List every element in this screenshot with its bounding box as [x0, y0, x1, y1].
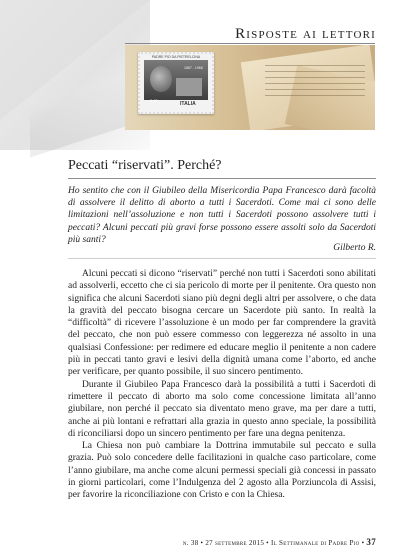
article-body: [68, 268, 376, 502]
body-paragraph: La Chiesa non può cambiare la Dottrina immutabile sul peccato e sulla grazia. Può solo concedere delle facilitazioni in qualche caso particolare, come l’anno giubilare, ma anche come alcuni permessi speciali già concessi in passato in giorni particolari, come l’Indulgenza del 2 agosto alla Porziuncola di Assisi, per favorire la riconciliazione con Cristo e con la Chiesa.: [68, 441, 376, 501]
page-footer: [68, 537, 376, 547]
letter-signature: Gilberto R.: [333, 243, 376, 253]
footer-magazine: Il Settimanale di Padre Pio: [270, 539, 360, 547]
stamp-value: 0,60: [150, 98, 158, 103]
section-title-rule: [125, 43, 375, 44]
portrait-image: [150, 66, 172, 92]
article-headline: Peccati “riservati”. Perché?: [68, 158, 222, 173]
section-title: Risposte ai lettori: [235, 26, 376, 42]
headline-rule: [68, 178, 376, 179]
footer-issue: n. 38 • 27 settembre 2015 •: [182, 539, 271, 547]
stamp-caption: PADRE PIO DA PIETRELCINA: [151, 55, 201, 59]
building-image: [176, 78, 202, 96]
stamp-years: 1887 - 1968: [184, 66, 203, 70]
stamp-image: [144, 60, 208, 103]
reader-letter: Ho sentito che con il Giubileo della Misericordia Papa Francesco darà facoltà di assolvere il delitto di aborto a tutti i Sacerdoti. Come mai ci sono delle limitazioni nell’assoluzione e non tutti i Sacerdoti possono assolvere tutti i peccati? Alcuni peccati più gravi forse possono essere assolti solo da Sacerdoti più santi?: [68, 186, 376, 245]
footer-separator: •: [359, 539, 367, 547]
handwriting-lines: [265, 65, 365, 66]
body-paragraph: Durante il Giubileo Papa Francesco darà la possibilità a tutti i Sacerdoti di rimettere il peccato di aborto ma solo come concessione limitata all’anno giubilare, non perché il peccato sia diventato meno grave, ma per dare a tutti, anche ai più lontani e refrattari alla grazia in questo anno speciale, la possibilità di riconciliarsi dopo un sincero pentimento per fare una degna penitenza.: [68, 379, 376, 439]
body-paragraph: Alcuni peccati si dicono “riservati” perché non tutti i Sacerdoti sono abilitati ad assolverli, eccetto che ci sia pericolo di morte per il penitente. Ora questo non significa che alcuni Sacerdoti siano più degni degli altri per assolvere, o che data la gravità del peccato bisogna cercare un Sacerdote più santo. In realtà la “difficoltà” di ricevere l’assoluzione è un modo per far comprendere la gravità del peccato, che non può essere commesso con leggerezza né assolto in una qualsiasi Confessione: per redimere ed educare meglio il penitente a non cadere più in peccati tanto gravi e lesivi della dignità umana come l’aborto, ed anche per verificare, per quanto possibile, il suo sincero pentimento.: [68, 269, 376, 378]
letter-rule: [68, 258, 376, 259]
page-number: 37: [366, 537, 376, 547]
stamp-country: ITALIA: [180, 101, 196, 107]
postage-stamp: [138, 52, 214, 114]
